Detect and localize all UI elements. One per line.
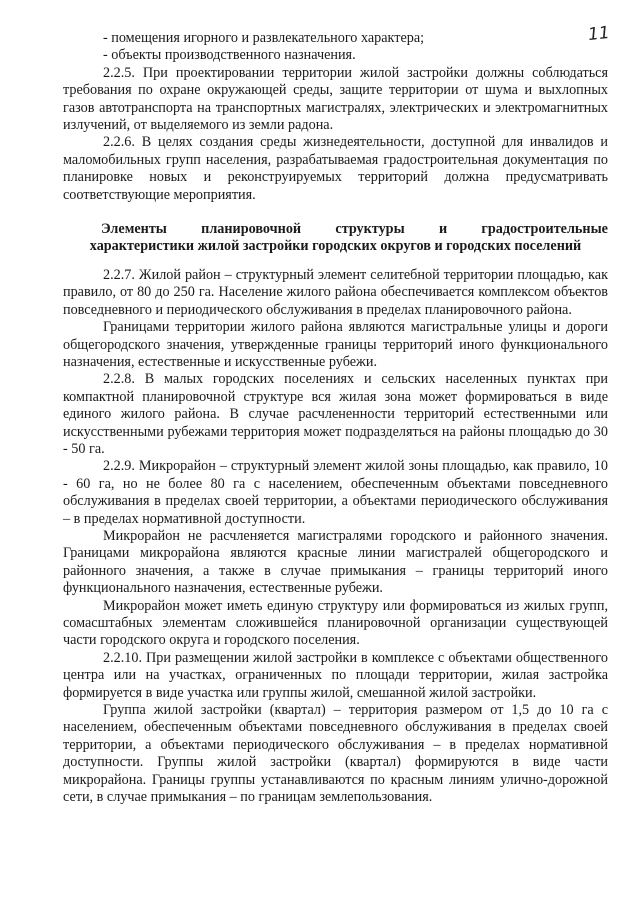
page-number: 11 [587,22,611,46]
heading-word: градостроительные [481,221,608,238]
heading-word: и [438,221,448,238]
section-heading [63,221,608,256]
document-page [63,30,608,806]
paragraph-2-2-6: 2.2.6. В целях создания среды жизнедеятельности, доступной для инвалидов и маломобильных групп населения, разрабатываемая градостроительная документация по планировке новых и реконструируемых территорий должна предусматривать соответствующие мероприятия. [63,134,608,203]
paragraph-microdistrict-structure: Микрорайон может иметь единую структуру или формироваться из жилых групп, сомасштабных элементам сложившейся планировочной организации существующей части городского округа и городского поселения. [63,597,608,649]
paragraph-quarter: Группа жилой застройки (квартал) – территория размером от 1,5 до 10 га с населением, обеспеченным объектами повседневного обслуживания в пределах своей территории, а объектами периодического обслуживания – в пределах нормативной доступности. Группы жилой застройки (квартал) формируются в виде части микрорайона. Границы группы устанавливаются по красным линиям улично-дорожной сети, в случае примыкания – по границам землепользования. [63,702,608,806]
list-item-production: - объекты производственного назначения. [103,47,356,64]
list-item-gambling: - помещения игорного и развлекательного характера; [103,30,425,46]
heading-word: структуры [335,221,405,238]
paragraph-2-2-9: 2.2.9. Микрорайон – структурный элемент жилой зоны площадью, как правило, 10 - 60 га, но не более 80 га с населением, обеспеченным объектами повседневного обслуживания в пределах своей территории, а объектами периодического обслуживания – в пределах нормативной доступности. [63,458,608,527]
paragraph-2-2-5: 2.2.5. При проектировании территории жилой застройки должны соблюдаться требования по охране окружающей среды, защите территории от шума и выхлопных газов автотранспорта на транспортных магистралях, электрических и электромагнитных излучений, от выделяемого из земли радона. [63,64,608,134]
paragraph-microdistrict-borders: Микрорайон не расчленяется магистралями городского и районного значения. Границами микрорайона являются красные линии магистралей общегородского и районного значения, а также в случае примыкания – границы территорий иного функционального назначения, естественные рубежи. [63,527,608,597]
paragraph-2-2-7: 2.2.7. Жилой район – структурный элемент селитебной территории площадью, как правило, от 80 до 250 га. Население жилого района обеспечивается комплексом объектов повседневного и периодического обслуживания в пределах планировочного района. [63,266,608,318]
heading-word: Элементы [101,221,167,238]
paragraph-2-2-10: 2.2.10. При размещении жилой застройки в комплексе с объектами общественного центра или на участках, ограниченных по площади территории, жилая застройка формируется в виде участка или группы жилой, смешанной жилой застройки. [63,649,608,701]
paragraph-2-2-8: 2.2.8. В малых городских поселениях и сельских населенных пунктах при компактной планировочной структуре вся жилая зона может формироваться в виде единого жилого района. В случае расчлененности территорий естественными или искусственными рубежами территория может подразделяться на районы площадью до 30 - 50 га. [63,371,608,457]
section-heading-line2: характеристики жилой застройки городских округов и городских поселений [89,238,582,255]
paragraph-district-borders: Границами территории жилого района являются магистральные улицы и дороги общегородского значения, утвержденные границы территорий иного функционального назначения, естественные и искусственные рубежи. [63,319,608,370]
section-heading-line1 [63,221,608,238]
heading-word: планировочной [201,221,302,238]
